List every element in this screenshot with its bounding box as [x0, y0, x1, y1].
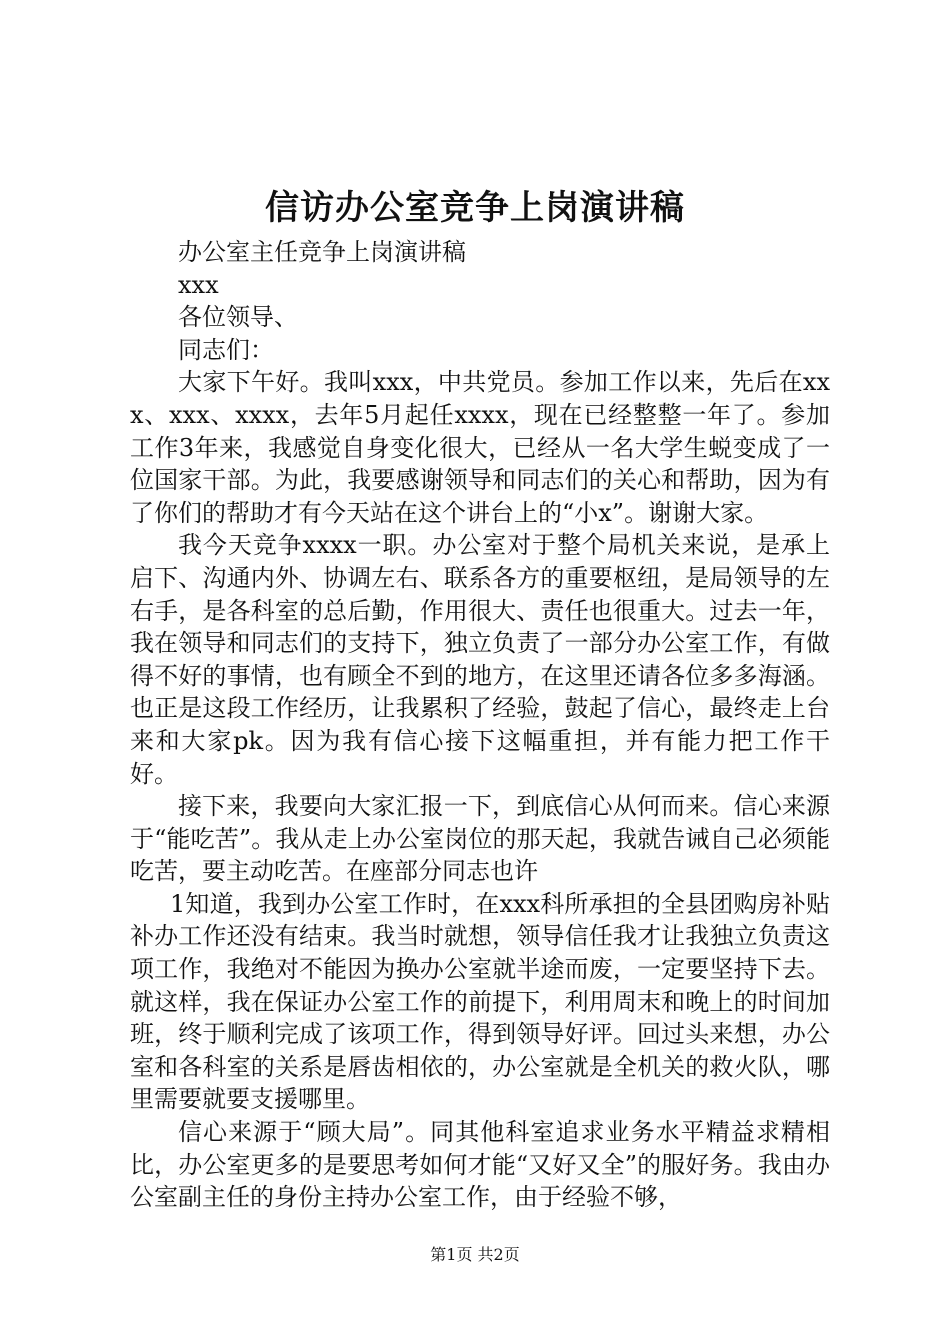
page-number-footer: 第1页 共2页 [430, 1245, 520, 1264]
paragraph-big-picture: 信心来源于“顾大局”。同其他科室追求业务水平精益求精相比，办公室更多的是要思考如何才能“又好又全”的服好务。我由办公室副主任的身份主持办公室工作，由于经验不够， [130, 1118, 830, 1212]
paragraph-hardwork: 接下来，我要向大家汇报一下，到底信心从何而来。信心来源于“能吃苦”。我从走上办公室岗位的那天起，我就告诫自己必须能吃苦，要主动吃苦。在座部分同志也许 [130, 792, 830, 886]
document-body [130, 236, 830, 1214]
paragraph-continued: 1知道，我到办公室工作时，在xxx科所承担的全县团购房补贴补办工作还没有结束。我当时就想，领导信任我才让我独立负责这项工作，我绝对不能因为换办公室就半途而废，一定要坚持下去。就这样，我在保证办公室工作的前提下，利用周末和晚上的时间加班，终于顺利完成了该项工作，得到领导好评。回过头来想，办公室和各科室的关系是唇齿相依的，办公室就是全机关的救火队，哪里需要就要支援哪里。 [130, 889, 830, 1114]
salutation-leaders: 各位领导、 [178, 303, 298, 332]
salutation-comrades: 同志们： [178, 335, 274, 364]
author-line: xxx [178, 270, 219, 299]
paragraph-position: 我今天竞争xxxx一职。办公室对于整个局机关来说，是承上启下、沟通内外、协调左右、联系各方的重要枢纽，是局领导的左右手，是各科室的总后勤，作用很大、责任也很重大。过去一年，我在领导和同志们的支持下，独立负责了一部分办公室工作，有做得不好的事情，也有顾全不到的地方，在这里还请各位多多海涵。也正是这段工作经历，让我累积了经验，鼓起了信心，最终走上台来和大家pk。因为我有信心接下这幅重担，并有能力把工作干好。 [130, 531, 830, 788]
paragraph-greeting: 大家下午好。我叫xxx，中共党员。参加工作以来，先后在xxx、xxx、xxxx，去年5月起任xxxx，现在已经整整一年了。参加工作3年来，我感觉自身变化很大，已经从一名大学生蜕变成了一位国家干部。为此，我要感谢领导和同志们的关心和帮助，因为有了你们的帮助才有今天站在这个讲台上的“小x”。谢谢大家。 [130, 368, 830, 527]
document-title: 信访办公室竞争上岗演讲稿 [265, 188, 685, 228]
subtitle: 办公室主任竞争上岗演讲稿 [178, 238, 466, 266]
